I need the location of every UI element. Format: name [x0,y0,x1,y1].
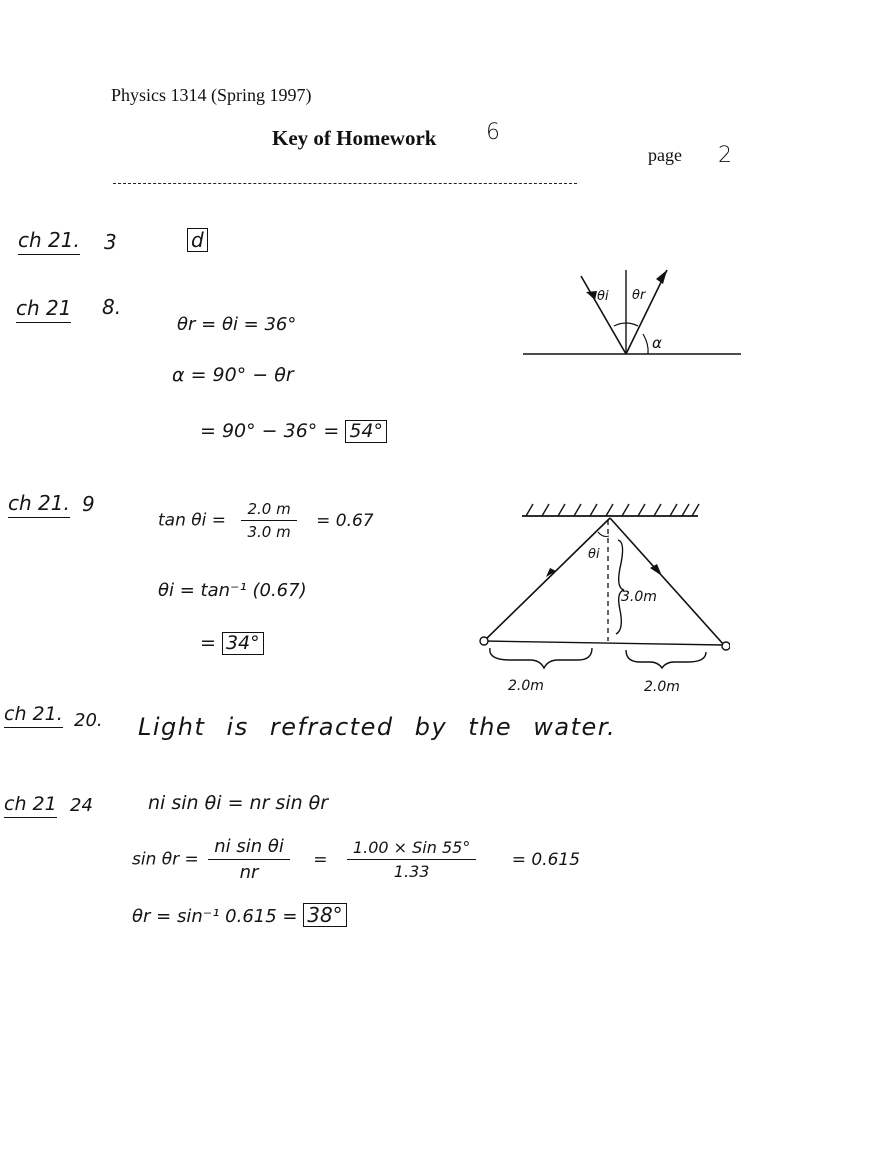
problem-9-tan-den: 3.0 m [247,523,291,541]
problem-8-number: 8. [102,295,122,319]
problem-24-final-lhs: θr = sin⁻¹ 0.615 = [132,906,298,927]
page-title [272,126,436,151]
problem-24-snell-law: ni sin θi = nr sin θr [148,792,329,814]
problem-9-tan-equation [158,500,374,541]
problem-24-result: = 0.615 [511,849,581,870]
problem-20-answer: Light is refracted by the water. [138,713,617,741]
diagram-8-theta-i: θi [597,289,609,304]
problem-20-label: ch 21. [4,703,63,728]
reflected-path-arrow [650,564,662,576]
reflected-path [610,518,724,645]
right-point [722,642,730,650]
problem-9-eq: = [200,632,216,654]
problem-8-line-1: θr = θi = 36° [177,314,297,335]
problem-24-answer: 38° [303,903,346,927]
incident-arrow [586,291,597,300]
incident-ray [581,276,626,354]
problem-3-answer: d [187,228,208,252]
problem-24-fraction-2 [347,838,476,881]
problem-9-answer-line [200,632,264,655]
problem-24-sin-lhs: sin θr = [132,849,199,870]
problem-24-label: ch 21 [4,793,57,818]
problem-8-line-3 [200,420,387,443]
angle-arc [598,532,609,537]
left-point [480,637,488,645]
problem-8-line-2: α = 90° − θr [172,364,294,386]
diagram-9-left-distance: 2.0m [508,678,544,694]
problem-9-tan-rhs: = 0.67 [316,510,374,531]
diagram-8-alpha: α [652,334,662,352]
problem-9-tan-fraction [241,500,296,541]
left-brace [490,648,592,668]
problem-24-final-line [132,903,347,927]
page-number: 2 [718,143,732,168]
diagram-9-height: 3.0m [621,589,657,605]
right-brace [626,650,706,668]
problem-24-frac1-num: ni sin θi [208,836,290,860]
problem-3-number: 3 [104,230,117,254]
diagram-9-theta-i: θi [588,547,600,562]
problem-8-line-3-text: = 90° − 36° = [200,420,340,442]
problem-20-number: 20. [74,710,103,731]
problem-24-frac2-num: 1.00 × Sin 55° [347,838,476,860]
problem-24-eq: = [313,849,328,870]
problem-24-number: 24 [70,795,93,816]
problem-9-tan-num: 2.0 m [241,500,296,521]
problem-8-answer: 54° [345,420,387,443]
problem-24-frac2-den: 1.33 [393,862,430,881]
page-label: page [648,145,682,165]
problem-24-sin-equation [132,836,580,883]
problem-9-tan-lhs: tan θi = [158,510,227,531]
diagram-8-theta-r: θr [632,288,646,303]
page-title-text: Key of Homework [272,126,437,150]
mirror-diagram [470,498,730,698]
problem-9-number: 9 [82,492,95,516]
mirror-hatching [526,504,699,516]
problem-3-label: ch 21. [18,228,80,255]
problem-9-label: ch 21. [8,491,70,518]
diagram-9-right-distance: 2.0m [644,679,680,695]
incident-path [484,518,610,641]
alpha-arc [643,334,648,354]
problem-3-answer-box [187,228,208,252]
problem-8-label: ch 21 [16,296,71,323]
homework-number: 6 [486,120,500,145]
problem-24-frac1-den: nr [239,862,259,883]
course-title: Physics 1314 (Spring 1997) [111,85,312,105]
problem-9-inverse-line: θi = tan⁻¹ (0.67) [158,580,307,601]
height-brace [616,540,624,634]
problem-24-fraction-1 [208,836,290,883]
header-divider [113,183,577,184]
problem-9-answer: 34° [222,632,264,655]
baseline [484,641,724,645]
reflected-arrow [656,270,667,284]
reflection-diagram [515,262,750,367]
